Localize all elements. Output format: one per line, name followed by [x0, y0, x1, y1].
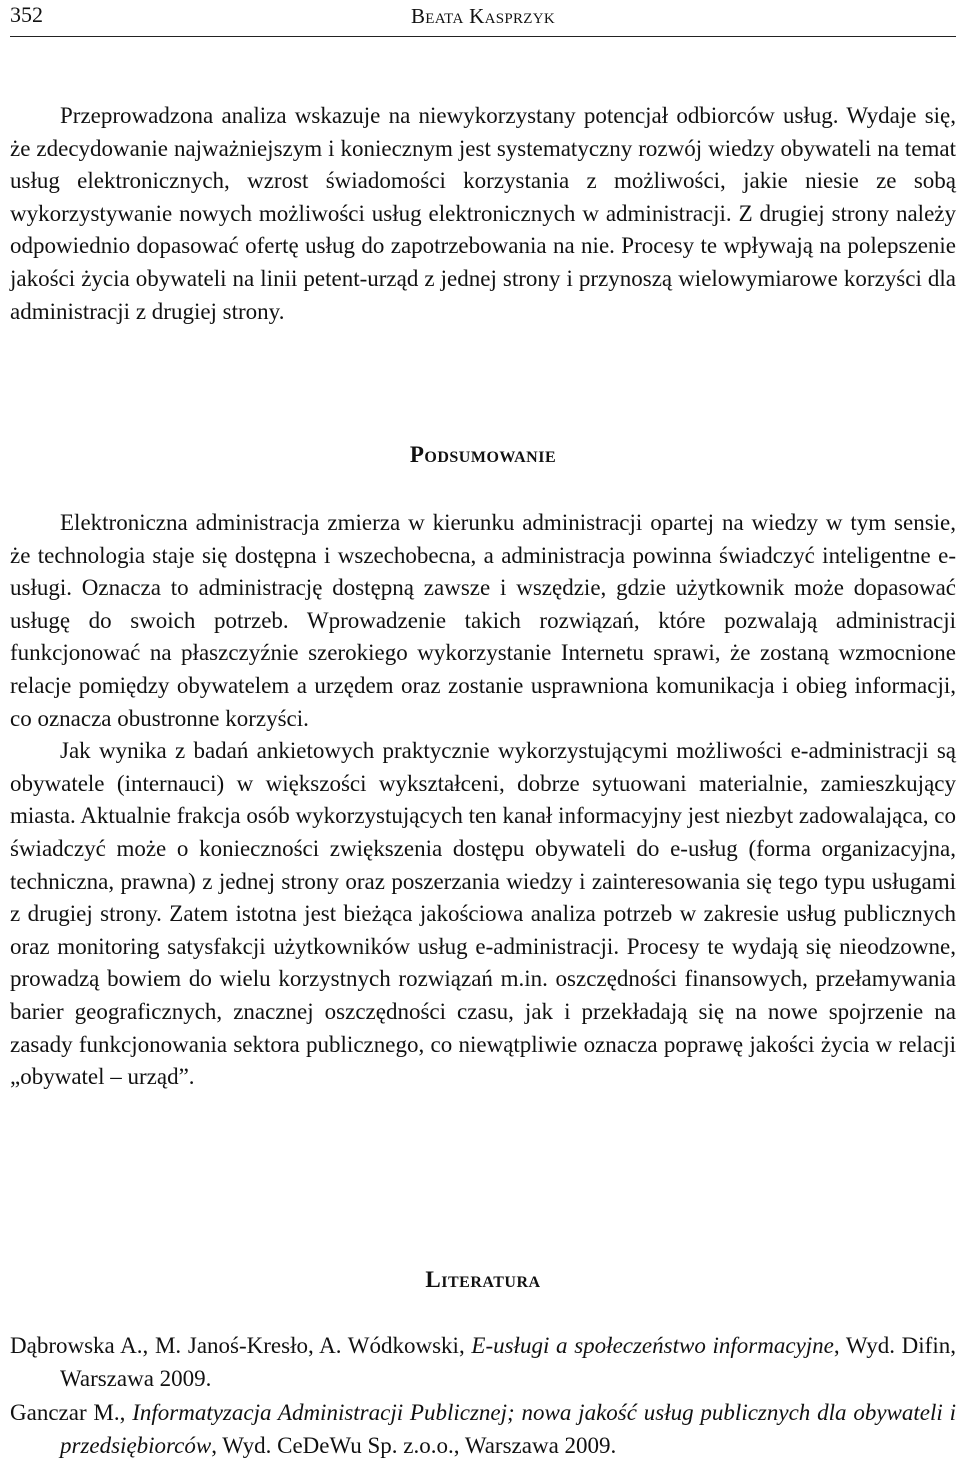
reference-list	[10, 1330, 956, 1464]
reference-item	[10, 1397, 956, 1462]
intro-paragraph: Przeprowadzona analiza wskazuje na niewykorzystany potencjał odbiorców usług. Wydaje się, że zdecydowanie najważniejszym i koniecznym jest systematyczny rozwój wiedzy obywateli na temat usług elektronicznych, wzrost świadomości korzystania z możliwości, jakie niesie ze sobą wykorzystywanie nowych możliwości usług elektronicznych w administracji. Z drugiej strony należy odpowiednio dopasować ofertę usług do zapotrzebowania na nie. Procesy te wpływają na polepszenie jakości życia obywateli na linii petent-urząd z jednej strony i przynoszą wielowymiarowe korzyści dla administracji z drugiej strony.	[10, 103, 956, 324]
page-number: 352	[10, 2, 43, 27]
section-title-literature: Literatura	[425, 1267, 541, 1292]
reference-publisher: , Wyd. Difin, Warszawa 2009.	[60, 1333, 956, 1391]
reference-authors: Dąbrowska A., M. Janoś-Kresło, A. Wódkowski,	[10, 1333, 472, 1358]
section-title-summary: Podsumowanie	[409, 442, 557, 467]
intro-text-block	[10, 100, 956, 328]
running-head-author: Beata Kasprzyk	[410, 4, 556, 28]
summary-text-block	[10, 507, 956, 1094]
reference-item	[10, 1330, 956, 1395]
reference-publisher: , Wyd. CeDeWu Sp. z.o.o., Warszawa 2009.	[211, 1432, 617, 1458]
reference-authors: Ganczar M.,	[10, 1400, 133, 1426]
reference-title: Informatyzacja Administracji Publicznej; nowa jakość usług publicznych dla obywateli i przedsiębiorców	[60, 1400, 956, 1458]
reference-title: E-usługi a społeczeństwo informacyjne	[471, 1333, 834, 1358]
summary-paragraph-2: Jak wynika z badań ankietowych praktycznie wykorzystującymi możliwości e-administracji są obywatele (internauci) w większości wykształceni, dobrze sytuowani materialnie, zamieszkujący miasta. Aktualnie frakcja osób wykorzystujących ten kanał informacyjny jest niezbyt zadowalająca, co świadczyć może o konieczności zwiększenia dostępu obywateli do e-usług (forma organizacyjna, techniczna, prawna) z jednej strony oraz poszerzania wiedzy i zainteresowania się tego typu usługami z drugiej strony. Zatem istotna jest bieżąca jakościowa analiza potrzeb w zakresie usług publicznych oraz monitoring satysfakcji użytkowników usług e-administracji. Procesy te wydają się nieodzowne, prowadzą bowiem do wielu korzystnych rozwiązań m.in. oszczędności finansowych, przełamywania barier geograficznych, znacznej oszczędności czasu, jak i przekładają się na nowe spojrzenie na zasady funkcjonowania sektora publicznego, co niewątpliwie oznacza poprawę jakości życia w relacji „obywatel – urząd”.	[10, 738, 956, 1090]
summary-paragraph-1: Elektroniczna administracja zmierza w kierunku administracji opartej na wiedzy w tym sensie, że technologia staje się dostępna i wszechobecna, a administracja powinna świadczyć inteligentne e-usługi. Oznacza to administrację dostępną zawsze i wszędzie, gdzie użytkownik może dopasować usługę do swoich potrzeb. Wprowadzenie takich rozwiązań, które pozwalają administracji funkcjonować na płaszczyźnie szerokiego wykorzystanie Internetu sprawi, że zostaną wzmocnione relacje pomiędzy obywatelem a urzędem oraz zostanie usprawniona komunikacja i obieg informacji, co oznacza obustronne korzyści.	[10, 510, 956, 731]
page-header	[10, 0, 956, 37]
